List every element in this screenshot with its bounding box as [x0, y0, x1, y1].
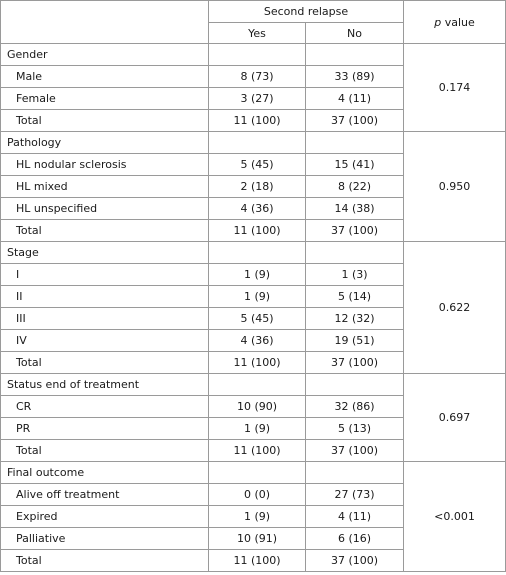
yes-value: 10 (91)	[209, 528, 306, 550]
section-row	[1, 374, 506, 396]
section-label: Stage	[1, 242, 209, 264]
row-label: Total	[1, 440, 209, 462]
section-label: Final outcome	[1, 462, 209, 484]
no-value: 32 (86)	[306, 396, 404, 418]
empty-cell	[209, 132, 306, 154]
empty-cell	[209, 374, 306, 396]
empty-cell	[209, 242, 306, 264]
yes-value: 10 (90)	[209, 396, 306, 418]
row-label: Male	[1, 66, 209, 88]
header-no: No	[306, 23, 404, 44]
no-value: 4 (11)	[306, 506, 404, 528]
no-value: 37 (100)	[306, 220, 404, 242]
yes-value: 1 (9)	[209, 286, 306, 308]
yes-value: 0 (0)	[209, 484, 306, 506]
yes-value: 1 (9)	[209, 264, 306, 286]
section-label: Gender	[1, 44, 209, 66]
row-label: I	[1, 264, 209, 286]
no-value: 8 (22)	[306, 176, 404, 198]
empty-cell	[306, 242, 404, 264]
row-label: III	[1, 308, 209, 330]
header-second-relapse: Second relapse	[209, 1, 404, 23]
row-label: Expired	[1, 506, 209, 528]
section-row	[1, 242, 506, 264]
header-blank-cell	[1, 1, 209, 44]
row-label: PR	[1, 418, 209, 440]
section-row	[1, 462, 506, 484]
empty-cell	[209, 462, 306, 484]
section-row	[1, 132, 506, 154]
section-label: Status end of treatment	[1, 374, 209, 396]
empty-cell	[306, 462, 404, 484]
row-label: HL mixed	[1, 176, 209, 198]
yes-value: 5 (45)	[209, 308, 306, 330]
header-p-value	[404, 1, 506, 44]
row-label: Total	[1, 110, 209, 132]
no-value: 4 (11)	[306, 88, 404, 110]
p-value-cell: 0.174	[404, 44, 506, 132]
no-value: 14 (38)	[306, 198, 404, 220]
no-value: 12 (32)	[306, 308, 404, 330]
yes-value: 11 (100)	[209, 352, 306, 374]
no-value: 19 (51)	[306, 330, 404, 352]
yes-value: 11 (100)	[209, 440, 306, 462]
yes-value: 4 (36)	[209, 198, 306, 220]
p-value-cell: 0.622	[404, 242, 506, 374]
empty-cell	[306, 132, 404, 154]
empty-cell	[306, 374, 404, 396]
row-label: Total	[1, 352, 209, 374]
row-label: Female	[1, 88, 209, 110]
row-label: HL nodular sclerosis	[1, 154, 209, 176]
row-label: HL unspecified	[1, 198, 209, 220]
no-value: 5 (13)	[306, 418, 404, 440]
row-label: Total	[1, 550, 209, 572]
no-value: 37 (100)	[306, 550, 404, 572]
no-value: 6 (16)	[306, 528, 404, 550]
p-value-cell: 0.950	[404, 132, 506, 242]
header-p-rest: value	[441, 15, 475, 29]
table-body	[1, 44, 506, 572]
no-value: 37 (100)	[306, 440, 404, 462]
no-value: 37 (100)	[306, 352, 404, 374]
row-label: Total	[1, 220, 209, 242]
header-row-1	[1, 1, 506, 23]
empty-cell	[306, 44, 404, 66]
row-label: CR	[1, 396, 209, 418]
no-value: 33 (89)	[306, 66, 404, 88]
p-value-cell: 0.697	[404, 374, 506, 462]
section-label: Pathology	[1, 132, 209, 154]
p-value-cell: <0.001	[404, 462, 506, 572]
empty-cell	[209, 44, 306, 66]
header-yes: Yes	[209, 23, 306, 44]
header-p-italic: p	[434, 15, 442, 29]
yes-value: 11 (100)	[209, 550, 306, 572]
no-value: 5 (14)	[306, 286, 404, 308]
yes-value: 2 (18)	[209, 176, 306, 198]
yes-value: 1 (9)	[209, 418, 306, 440]
row-label: Palliative	[1, 528, 209, 550]
no-value: 15 (41)	[306, 154, 404, 176]
row-label: IV	[1, 330, 209, 352]
no-value: 27 (73)	[306, 484, 404, 506]
yes-value: 11 (100)	[209, 220, 306, 242]
yes-value: 4 (36)	[209, 330, 306, 352]
no-value: 37 (100)	[306, 110, 404, 132]
row-label: II	[1, 286, 209, 308]
yes-value: 11 (100)	[209, 110, 306, 132]
yes-value: 1 (9)	[209, 506, 306, 528]
yes-value: 8 (73)	[209, 66, 306, 88]
row-label: Alive off treatment	[1, 484, 209, 506]
no-value: 1 (3)	[306, 264, 404, 286]
yes-value: 3 (27)	[209, 88, 306, 110]
yes-value: 5 (45)	[209, 154, 306, 176]
section-row	[1, 44, 506, 66]
